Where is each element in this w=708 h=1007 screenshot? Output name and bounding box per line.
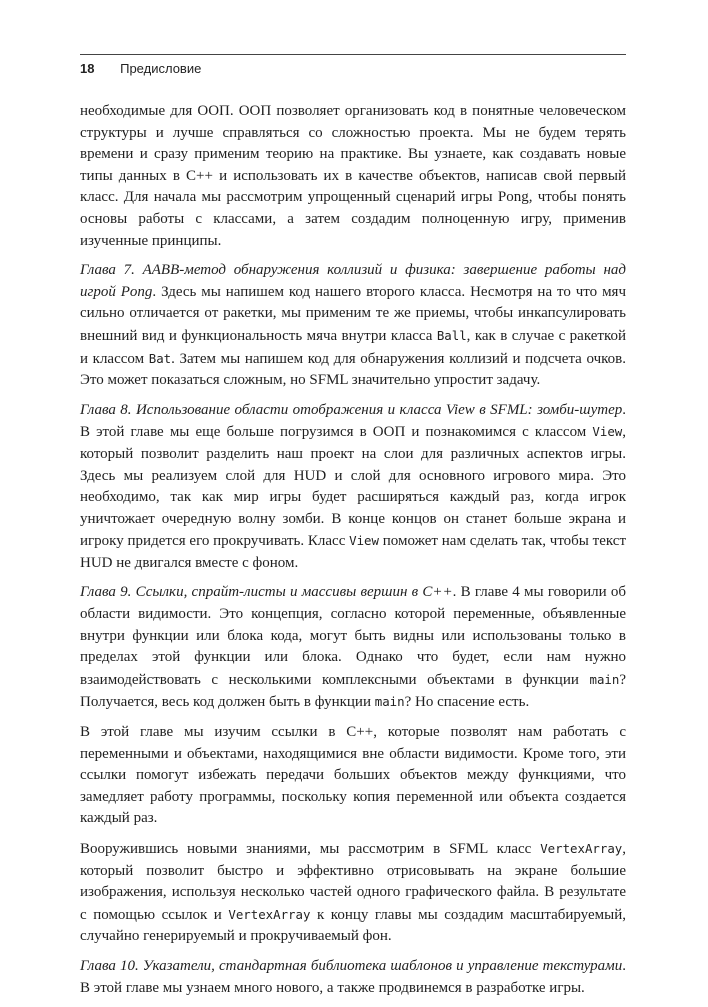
text-run: . Затем мы напишем код для обнаружения коллизий и подсчета очков. Это может показаться сложным, но SFML значительно упростит задачу. [80, 350, 626, 389]
text-run: ? Но спасение есть. [404, 694, 530, 711]
paragraph [80, 956, 626, 999]
chapter-title: Глава 9. Ссылки, спрайт-листы и массивы вершин в C++ [80, 584, 453, 601]
chapter-title: Глава 7. AABB-метод обнаружения коллизий и физика: завершение работы над игрой Pong [80, 262, 626, 300]
text-run: . В этой главе мы еще больше погрузимся в ООП и познакомимся с классом [80, 401, 626, 441]
text-run: , который позволит быстро и эффективно отрисовывать на экране большие изображения, используя несколько частей одного графического файла. В результате с помощью ссылок и [80, 841, 626, 923]
code-identifier: Ball [436, 327, 467, 343]
paragraph [80, 838, 626, 948]
code-identifier: View [349, 533, 379, 549]
paragraph [80, 722, 626, 830]
text-run: . В этой главе мы узнаем много нового, а также продвинемся в разработке игры. [80, 957, 626, 996]
code-identifier: VertexArray [228, 906, 311, 922]
text-run: ? Получается, весь код должен быть в функции [80, 671, 626, 711]
paragraph [80, 582, 626, 714]
code-identifier: main [374, 694, 405, 710]
text-run: поможет нам сделать так, чтобы текст HUD не двигался вместе с фоном. [80, 533, 626, 571]
text-run: . В главе 4 мы говорили об области видимости. Это концепция, согласно которой переменные, объявленные внутри функции или блока кода, могут быть видны или использованы только в пределах этой функции или блока. Однако что будет, если нам нужно взаимодействовать с несколькими комплексными объектами в функции [80, 584, 626, 688]
paragraph [80, 260, 626, 392]
text-run: . Здесь мы напишем код нашего второго класса. Несмотря на то что мяч сильно отличается от ракетки, мы применим те же приемы, чтобы инкапсулировать внешний вид и функциональность мяча внутри класса [80, 283, 627, 344]
code-identifier: Bat [148, 350, 172, 366]
code-identifier: main [589, 671, 620, 687]
chapter-title: Глава 8. Использование области отображения и класса View в SFML: зомби-шутер [80, 401, 623, 418]
section-title: Предисловие [120, 61, 202, 76]
text-run: Вооружившись новыми знаниями, мы рассмотрим в SFML класс [80, 841, 541, 857]
paragraph [80, 101, 626, 252]
code-identifier: View [592, 424, 623, 440]
page-number: 18 [80, 61, 95, 76]
text-run: , как в случае с ракеткой и классом [80, 327, 626, 367]
code-identifier: VertexArray [540, 841, 623, 856]
text-run: , который позволит разделить наш проект на слои для различных аспектов игры. Здесь мы реализуем слой для HUD и слой для основного игрового мира. Это необходимо, так как мир игры будет расширяться каждый раз, когда игрок уничтожает очередную волну зомби. В конце концов он станет больше экрана и игроку придется его прокручивать. Класс [80, 424, 626, 550]
chapter-title: Глава 10. Указатели, стандартная библиотека шаблонов и управление текстурами [80, 957, 623, 974]
text-run: В этой главе мы изучим ссылки в C++, которые позволят нам работать с переменными и объектами, находящимися вне области видимости. Кроме того, эти ссылки помогут избежать передачи больших объектов между функциями, что замедляет работу программы, поскольку копия переменной или объекта создается каждый раз. [80, 724, 626, 827]
running-head [80, 54, 626, 76]
paragraph [80, 400, 626, 575]
text-run: к концу главы мы создадим масштабируемый, случайно генерируемый и прокручиваемый фон. [80, 906, 626, 945]
body-text [80, 101, 626, 1007]
text-run: необходимые для ООП. ООП позволяет организовать код в понятные человеческом структуры и лучше справляться со сложностью проекта. Мы не будем терять времени и сразу применим теорию на практике. Вы узнаете, как создавать новые типы данных в C++ и использовать их в качестве объектов, написав свой первый класс. Для начала мы рассмотрим упрощенный сценарий игры Pong, чтобы понять основы работы с классами, а затем создадим полноценную игру, применив изученные принципы. [80, 103, 626, 249]
